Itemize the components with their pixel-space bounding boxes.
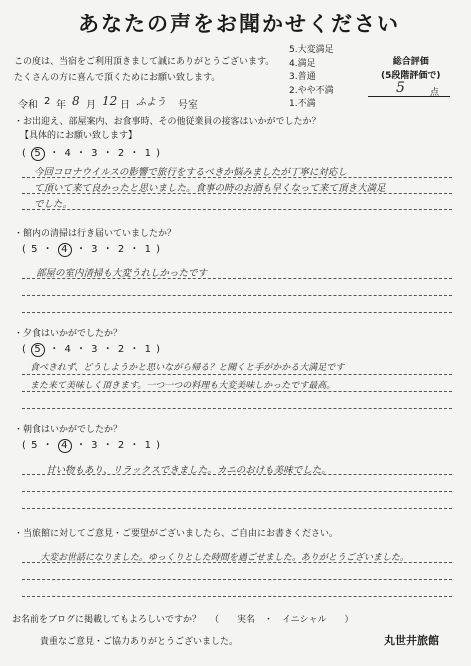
answer-service-line3: でした。 (34, 199, 73, 210)
intro-text-line2: たくさんの方に喜んで頂くためにお願い致します。 (14, 73, 221, 83)
overall-label: 総合評価 (392, 57, 429, 67)
overall-rating-block (381, 56, 441, 83)
date-year-unit: 年 (56, 100, 66, 111)
date-era: 令和 (18, 100, 38, 111)
answer-dinner-line1: 食べきれず、どうしようかと思いながら帰る？と聞くと手がかかる大満足です (30, 363, 345, 373)
rating-item-2: 2.やや不満 (289, 85, 334, 96)
answer-line (22, 391, 452, 392)
overall-value: 5 (396, 80, 405, 96)
answer-service-line1: 今回コロナウイルスの影響で旅行をするべきか悩みましたが丁寧に対応し (34, 167, 347, 178)
answer-dinner-line2: また来て美味しく頂きます。一つ一つの料理も大変美味しかったです最高。 (30, 381, 336, 391)
rating-options-dinner[interactable]: ( 5 ・ 4 ・ 3 ・ 2 ・ 1 ) (22, 344, 162, 355)
rating-item-4: 4.満足 (289, 58, 316, 69)
rating-options-breakfast[interactable]: ( 5 ・ 4 ・ 3 ・ 2 ・ 1 ) (22, 440, 162, 451)
blog-prompt: お名前をブログに掲載してもよろしいですか？ (12, 615, 202, 625)
answer-service-line2: て頂いて来て良かったと思いました。食事の時のお酒も早くなって来て頂き大満足 (34, 183, 386, 194)
answer-line (22, 374, 452, 375)
date-month: 8 (72, 94, 80, 108)
question-dinner: ・夕食はいかがでしたか？ (14, 329, 123, 339)
selected-rating-circle[interactable]: 5 (31, 343, 45, 357)
answer-line (22, 408, 452, 409)
answer-line (22, 508, 452, 509)
answer-line (22, 312, 452, 313)
answer-line (22, 209, 452, 210)
answer-line (22, 596, 452, 597)
page-title: あなたの声をお聞かせください (78, 11, 400, 36)
question-breakfast: ・朝食はいかがでしたか？ (14, 425, 123, 435)
answer-feedback-line1: 大変お世話になりました。ゆっくりとした時間を過ごせました。ありがとうございました。 (40, 553, 409, 563)
date-day: 12 (102, 94, 118, 108)
answer-cleaning-line1: 部屋の室内清掃も大変うれしかったです (36, 268, 208, 279)
blog-options[interactable]: （ 実名 ・ イニシャル ） (210, 615, 354, 625)
room-unit: 号室 (178, 100, 198, 111)
rating-options-service[interactable]: ( 5 ・ 4 ・ 3 ・ 2 ・ 1 ) (22, 148, 162, 159)
overall-unit: 点 (430, 88, 440, 98)
selected-rating-circle[interactable]: 4 (58, 439, 72, 453)
date-month-unit: 月 (86, 100, 96, 111)
selected-rating-circle[interactable]: 4 (58, 243, 72, 257)
date-year: 2 (44, 96, 51, 107)
question-feedback: ・当旅館に対してご意見・ご要望がございましたら、ご自由にお書きください。 (14, 529, 339, 539)
answer-line (22, 491, 452, 492)
overall-note: (5段階評価で) (381, 70, 441, 81)
rating-scale-legend (289, 44, 334, 112)
question-service: ・お出迎え、部屋案内、お食事時、その他従業員の接客はいかがでしたか？ (14, 117, 321, 127)
thanks-message: 貴重なご意見・ご協力ありがとうございました。 (40, 637, 239, 647)
room-handwritten: ふよう (136, 97, 166, 108)
rating-item-3: 3.普通 (289, 72, 316, 82)
rating-options-cleaning[interactable]: ( 5 ・ 4 ・ 3 ・ 2 ・ 1 ) (22, 244, 162, 255)
intro-text-line1: この度は、当宿をご利用頂きまして誠にありがとうございます。 (14, 57, 275, 67)
selected-rating-circle[interactable]: 5 (31, 147, 45, 161)
answer-line (22, 295, 452, 296)
rating-item-1: 1.不満 (289, 99, 316, 109)
answer-line (22, 579, 452, 580)
detail-label: 【具体的にお願い致します】 (20, 131, 138, 141)
date-day-unit: 日 (120, 100, 130, 111)
rating-item-5: 5.大変満足 (289, 45, 334, 55)
hotel-name: 丸世井旅館 (384, 634, 439, 647)
question-cleaning: ・館内の清掃は行き届いていましたか？ (14, 229, 177, 239)
answer-breakfast-line1: 甘い物もあり、リラックスできました。カニのおけも美味でした。 (46, 465, 331, 476)
